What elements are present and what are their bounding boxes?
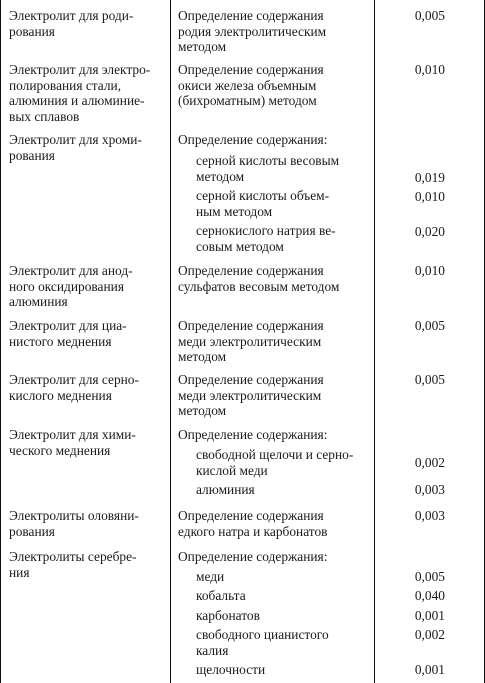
method-description: Определение содержания bbox=[178, 508, 324, 523]
method-description: Определение содержания bbox=[178, 372, 324, 387]
error-value: 0,001 bbox=[414, 662, 445, 677]
error-value: 0,005 bbox=[414, 318, 445, 333]
electrolyte-name: нистого меднения bbox=[9, 333, 112, 349]
electrolyte-name: алюминия bbox=[9, 294, 68, 310]
method-description: меди электролитическим bbox=[178, 387, 322, 403]
electrolyte-name: рования bbox=[9, 147, 55, 163]
electrolyte-name: Электролит для хроми- bbox=[9, 132, 142, 147]
error-value: 0,005 bbox=[414, 8, 445, 23]
method-description: Определение содержания bbox=[178, 62, 324, 77]
method-sub-item: щелочности bbox=[196, 662, 266, 677]
electrolyte-name: Электролиты оловяни- bbox=[9, 508, 139, 523]
electrolyte-name: Электролит для серно- bbox=[9, 372, 139, 387]
electrolyte-name: вых сплавов bbox=[9, 108, 80, 124]
method-sub-item: серной кислоты объем- bbox=[196, 188, 330, 203]
method-sub-item: серной кислоты весовым bbox=[196, 153, 340, 168]
method-description: сульфатов весовым методом bbox=[178, 278, 340, 294]
method-description: Определение содержания: bbox=[178, 132, 328, 147]
method-sub-item: совым методом bbox=[196, 239, 284, 254]
error-value: 0,005 bbox=[414, 372, 445, 387]
error-value: 0,002 bbox=[414, 455, 445, 470]
error-value: 0,019 bbox=[414, 170, 445, 185]
error-value: 0,010 bbox=[414, 62, 445, 77]
electrolyte-name: кислого меднения bbox=[9, 387, 112, 403]
method-sub-item: свободной щелочи и серно- bbox=[196, 447, 354, 462]
method-description: методом bbox=[178, 39, 227, 55]
method-sub-item: ным методом bbox=[196, 204, 273, 219]
method-description: меди электролитическим bbox=[178, 333, 322, 349]
error-value: 0,010 bbox=[414, 263, 445, 278]
error-value: 0,010 bbox=[414, 189, 445, 204]
error-value: 0,020 bbox=[414, 224, 445, 239]
electrolyte-name: Электролит для электро- bbox=[9, 62, 151, 77]
method-sub-item: калия bbox=[196, 643, 229, 658]
table-border-left bbox=[0, 0, 1, 683]
electrolyte-name: Электролит для хими- bbox=[9, 427, 136, 442]
method-description: методом bbox=[178, 349, 227, 365]
error-value: 0,001 bbox=[414, 608, 445, 623]
error-value: 0,003 bbox=[414, 482, 445, 497]
method-description: едкого натра и карбонатов bbox=[178, 523, 328, 539]
electrolyte-name: ного оксидирования bbox=[9, 278, 124, 294]
method-sub-item: кислой меди bbox=[196, 463, 268, 478]
method-description: Определение содержания: bbox=[178, 427, 328, 442]
electrolyte-name: Электролит для анод- bbox=[9, 263, 133, 278]
column-divider-1 bbox=[170, 0, 171, 683]
method-description: Определение содержания bbox=[178, 8, 324, 23]
method-description: окиси железа объемным bbox=[178, 77, 317, 93]
electrolyte-name: полирования стали, bbox=[9, 77, 122, 93]
method-sub-item: свободного цианистого bbox=[196, 627, 329, 642]
electrolyte-name: Электролит для роди- bbox=[9, 8, 134, 23]
electrolyte-name: Электролиты серебре- bbox=[9, 549, 137, 564]
method-sub-item: кобальта bbox=[196, 588, 246, 603]
method-description: Определение содержания bbox=[178, 263, 324, 278]
method-description: Определение содержания bbox=[178, 318, 324, 333]
electrolyte-name: ческого меднения bbox=[9, 442, 111, 458]
electrolyte-name: ния bbox=[9, 564, 30, 580]
method-sub-item: карбонатов bbox=[196, 608, 260, 623]
error-value: 0,003 bbox=[414, 508, 445, 523]
method-description: (бихроматным) методом bbox=[178, 93, 317, 109]
electrolyte-name: Электролит для циа- bbox=[9, 318, 127, 333]
method-description: родия электролитическим bbox=[178, 23, 327, 39]
method-sub-item: алюминия bbox=[196, 482, 255, 497]
method-sub-item: меди bbox=[196, 569, 225, 584]
method-sub-item: сернокислого натрия ве- bbox=[196, 223, 336, 238]
method-sub-item: методом bbox=[196, 169, 245, 184]
electrolyte-name: рования bbox=[9, 523, 55, 539]
method-description: методом bbox=[178, 403, 227, 419]
error-value: 0,002 bbox=[414, 627, 445, 642]
electrolyte-name: алюминия и алюминие- bbox=[9, 93, 145, 109]
error-value: 0,005 bbox=[414, 569, 445, 584]
electrolyte-name: рования bbox=[9, 23, 55, 39]
method-description: Определение содержания: bbox=[178, 549, 328, 564]
error-value: 0,040 bbox=[414, 588, 445, 603]
